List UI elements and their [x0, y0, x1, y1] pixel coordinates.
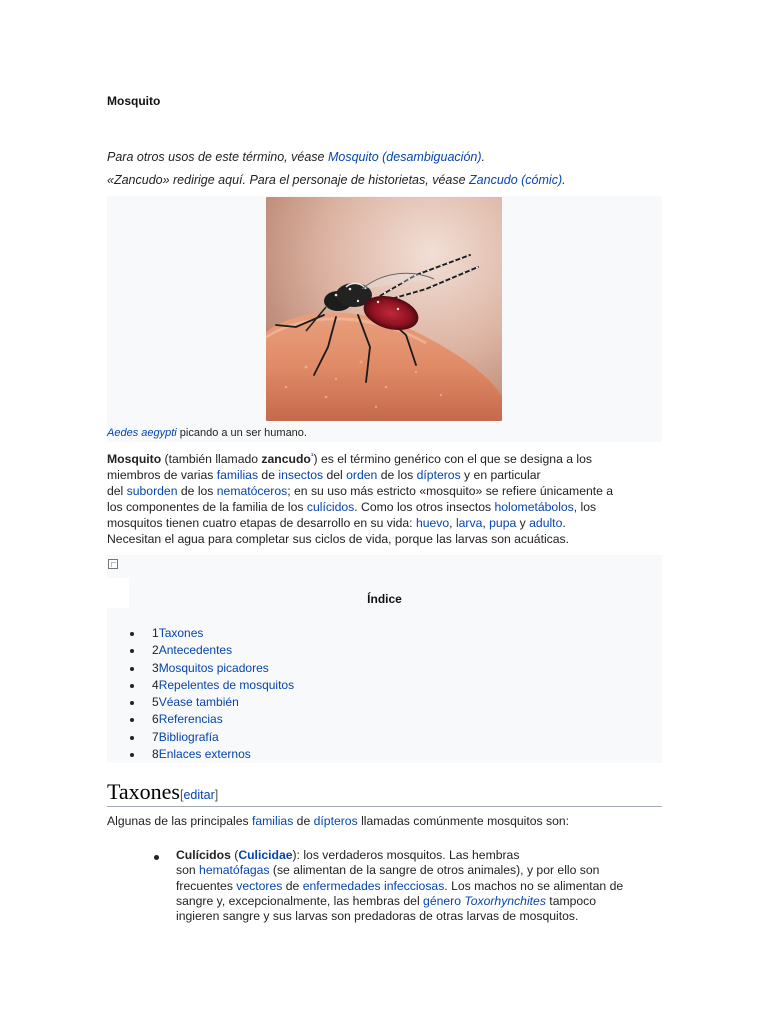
link-toxorhynchites[interactable]: Toxorhynchites: [464, 893, 546, 908]
link-culicidos[interactable]: culícidos: [306, 500, 355, 514]
link-pupa[interactable]: pupa: [489, 516, 517, 530]
toc-item[interactable]: 8Enlaces externos: [128, 746, 294, 763]
toc-item[interactable]: 6Referencias: [128, 711, 294, 728]
edit-section-link[interactable]: editar: [183, 788, 215, 802]
toc-toggle-checkbox-icon[interactable]: [108, 559, 118, 569]
toc-item[interactable]: 7Bibliografía: [128, 729, 294, 746]
hatnote-redirect: «Zancudo» redirige aquí. Para el personaje de historietas, véase Zancudo (cómic).: [107, 173, 566, 187]
link-familias-2[interactable]: familias: [251, 814, 294, 828]
link-culicidae[interactable]: Culicidae: [238, 848, 293, 862]
link-vectores[interactable]: vectores: [236, 878, 283, 893]
link-nematoceros[interactable]: nematóceros: [216, 484, 288, 498]
link-genero[interactable]: género: [423, 893, 461, 908]
link-huevo[interactable]: huevo: [415, 516, 450, 530]
toc-item[interactable]: 3Mosquitos picadores: [128, 660, 294, 677]
toc-list: [128, 625, 294, 763]
link-holometabolos[interactable]: holometábolos: [494, 500, 574, 514]
taxones-paragraph: Algunas de las principales familias de dípteros llamadas comúnmente mosquitos son:: [107, 814, 570, 828]
link-larva[interactable]: larva: [455, 516, 483, 530]
link-adulto[interactable]: adulto: [529, 516, 563, 530]
reference-1[interactable]: ¹: [310, 450, 314, 460]
bullet-icon: [154, 855, 159, 860]
list-item-culicidos: Culícidos (Culicidae): los verdaderos mosquitos. Las hembras son hematófagas (se alimentan de la sangre de otros animales), y por ello son frecuentes vectores de enfermedades infecciosas. Los machos no se alimentan de sangre y, excepcionalmente, las hembras del género Toxorhynchites tampoco ingieren sangre y sus larvas son predadoras de otras larvas de mosquitos.: [176, 848, 624, 924]
toc-item[interactable]: 5Véase también: [128, 694, 294, 711]
hatnote-disambiguation: Para otros usos de este término, véase Mosquito (desambiguación).: [107, 150, 485, 164]
link-suborden[interactable]: suborden: [126, 484, 178, 498]
link-hematofagas[interactable]: hematófagas: [199, 863, 270, 878]
figure-caption: Aedes aegypti picando a un ser humano.: [107, 427, 307, 439]
link-orden[interactable]: orden: [346, 468, 378, 482]
page-title: Mosquito: [107, 94, 161, 108]
section-heading-taxones: Taxones[editar]: [107, 779, 662, 807]
toc-item[interactable]: 1Taxones: [128, 625, 294, 642]
toc-title: Índice: [367, 592, 402, 606]
link-enfermedades-infecciosas[interactable]: enfermedades infecciosas: [302, 878, 445, 893]
toc-item[interactable]: 2Antecedentes: [128, 642, 294, 659]
mosquito-photo[interactable]: [266, 197, 502, 421]
intro-paragraph: Mosquito (también llamado zancudo$^{^1}$) es el término genérico con el que se designa a los miembros de varias familias de insectos del orden de los dípteros y en particular del suborden de los nematóceros; en su uso más estricto «mosquito» se refiere únicamente a los componentes de la familia de los culícidos. Como los otros insectos holometábolos, los mosquitos tienen cuatro etapas de desarrollo en su vida: huevo, larva, pupa y adulto. Necesitan el agua para completar sus ciclos de vida, porque las larvas son acuáticas.: [107, 450, 614, 546]
link-familias[interactable]: familias: [216, 468, 259, 482]
toc-item[interactable]: 4Repelentes de mosquitos: [128, 677, 294, 694]
link-dipteros-2[interactable]: dípteros: [313, 814, 358, 828]
link-dipteros[interactable]: dípteros: [416, 468, 461, 482]
link-zancudo-comic[interactable]: Zancudo (cómic): [469, 173, 563, 187]
link-insectos[interactable]: insectos: [278, 468, 324, 482]
link-mosquito-desambiguacion[interactable]: Mosquito (desambiguación): [327, 150, 482, 164]
link-aedes-aegypti[interactable]: Aedes aegypti: [107, 427, 177, 439]
